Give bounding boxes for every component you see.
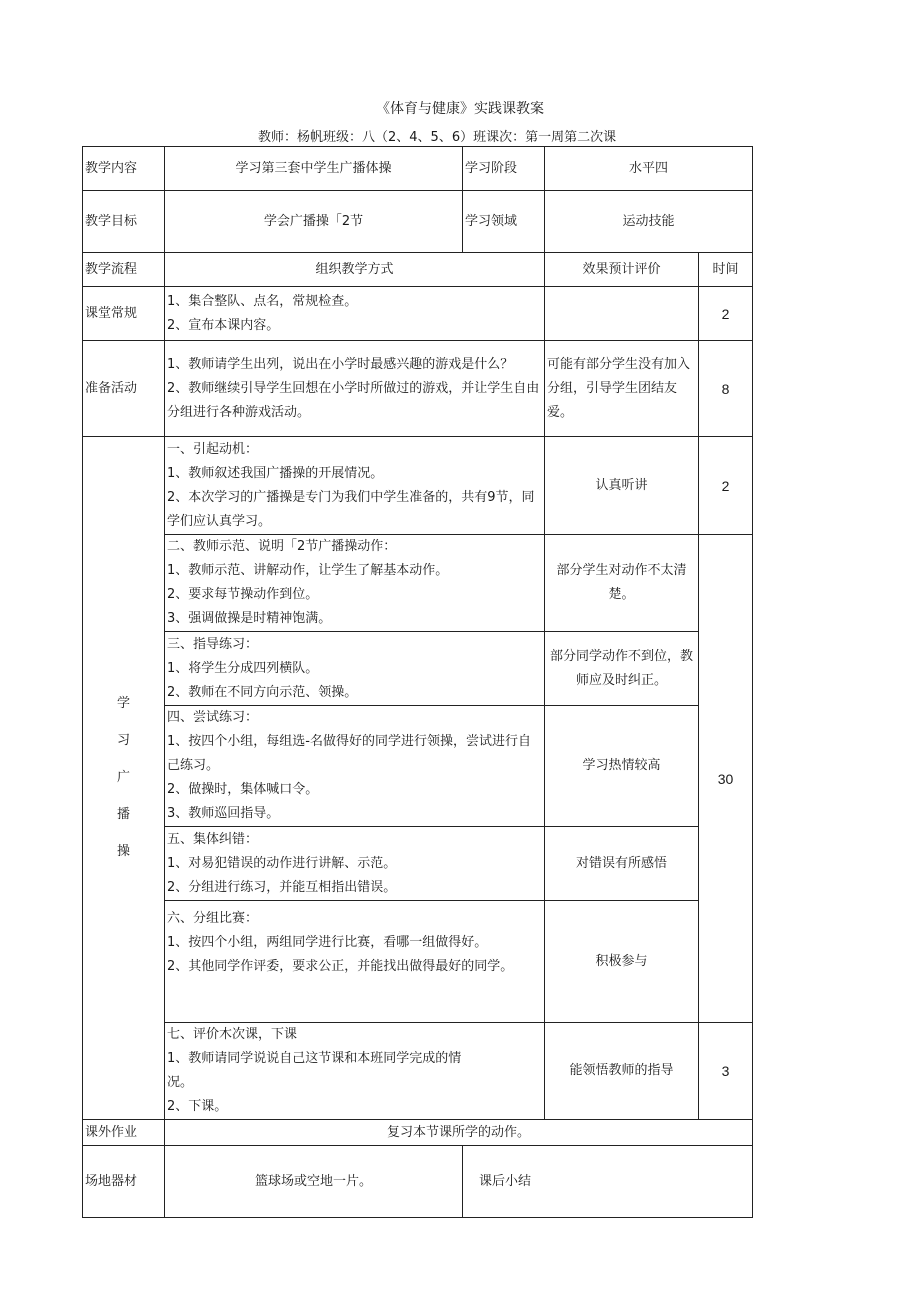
method-line: 2、下课。: [167, 1099, 228, 1114]
learn-label-char: 广: [116, 770, 130, 785]
prep-label: 准备活动: [83, 341, 165, 437]
learn-effect-1: 认真听讲: [545, 437, 699, 535]
method-line: 一、引起动机：: [167, 441, 259, 457]
learn-row-2: [83, 535, 753, 632]
learn-effect-7: 能领悟教师的指导: [545, 1023, 699, 1120]
learn-effect-4: 学习热情较高: [545, 706, 699, 827]
domain-value: 运动技能: [545, 191, 753, 253]
method-line: 2、本次学习的广播操是专门为我们中学生准备的，共有9节，同学们应认真学习。: [167, 489, 535, 529]
homework-row: [83, 1120, 753, 1146]
effect-text: 部分同学动作不到位，教师应及时纠正。: [549, 648, 693, 688]
learn-effect-2: [545, 535, 699, 632]
homework-label: 课外作业: [83, 1120, 165, 1146]
learn-label-char: 习: [116, 733, 130, 748]
lesson-plan-table: [82, 146, 753, 1218]
learn-label-char: 学: [116, 696, 130, 711]
venue-row: [83, 1146, 753, 1218]
learn-method-7: [165, 1023, 545, 1120]
routine-label: 课堂常规: [83, 287, 165, 341]
learn-effect-6: 积极参与: [545, 901, 699, 1023]
effect-text: 部分学生对动作不太清楚。: [556, 563, 687, 602]
page-title: 《体育与健康》实践课教案: [376, 101, 544, 117]
method-line: 六、分组比赛：: [167, 911, 259, 926]
prep-time: 8: [699, 341, 753, 437]
prep-line-2: 2、教师继续引导学生回想在小学时所做过的游戏，并让学生自由分组进行各种游戏活动。: [167, 380, 540, 420]
method-line: 1、教师叙述我国广播操的开展情况。: [167, 465, 384, 481]
col-method: 组织教学方式: [165, 253, 545, 287]
prep-method: [165, 341, 545, 437]
method-line: 1、按四个小组，每组选-名做得好的同学进行领操，尝试进行自己练习。: [167, 734, 531, 773]
stage-label: 学习阶段: [463, 147, 545, 191]
stage-value: 水平四: [545, 147, 753, 191]
learn-method-3: [165, 632, 545, 706]
prep-effect-text: 可能有部分学生没有加入分组，引导学生团结友爱。: [547, 356, 691, 420]
method-line: 1、对易犯错误的动作进行讲解、示范。: [167, 855, 397, 871]
method-line: 1、教师请同学说说自己这节课和本班同学完成的情况。: [167, 1051, 462, 1090]
method-line: 3、强调做操是时精神饱满。: [167, 611, 332, 626]
routine-effect: [545, 287, 699, 341]
method-line: 2、做操时，集体喊口令。: [167, 782, 319, 797]
learn-row-3: [83, 632, 753, 706]
learn-row-5: [83, 827, 753, 901]
col-flow: 教学流程: [83, 253, 165, 287]
goal-value: 学会广播操「2节: [165, 191, 463, 253]
learn-effect-5: 对错误有所感悟: [545, 827, 699, 901]
learn-effect-3: [545, 632, 699, 706]
method-line: 1、将学生分成四列横队。: [167, 660, 319, 676]
method-line: 五、集体纠错：: [167, 831, 259, 847]
teacher-info-line: 教师：杨帆班级：八（2、4、5、6）班课次：第一周第二次课: [258, 130, 617, 145]
prep-effect: [545, 341, 699, 437]
learn-label-char: 操: [116, 844, 130, 859]
learn-row-1: [83, 437, 753, 535]
method-line: 二、教师示范、说明「2节广播操动作：: [167, 539, 397, 554]
col-effect: 效果预计评价: [545, 253, 699, 287]
method-line: 三、指导练习：: [167, 636, 259, 652]
method-line: 1、按四个小组，两组同学进行比赛，看哪一组做得好。: [167, 935, 488, 950]
method-line: 七、评价木次课，下课: [167, 1027, 298, 1042]
method-line: 1、教师示范、讲解动作，让学生了解基本动作。: [167, 563, 449, 578]
learn-time-7: 3: [699, 1023, 753, 1120]
prep-line-1: 1、教师请学生出列，说出在小学时最感兴趣的游戏是什么？: [167, 356, 514, 372]
learn-label: [83, 437, 165, 1120]
homework-value: 复习本节课所学的动作。: [165, 1120, 753, 1146]
summary-label: 课后小结: [463, 1146, 753, 1218]
goal-label: 教学目标: [83, 191, 165, 253]
method-line: 四、尝试练习：: [167, 710, 259, 725]
method-line: 2、分组进行练习，并能互相指出错误。: [167, 879, 397, 895]
routine-line-2: 2、宣布本课内容。: [167, 317, 280, 333]
routine-time: 2: [699, 287, 753, 341]
column-header-row: [83, 253, 753, 287]
learn-method-4: [165, 706, 545, 827]
method-line: 3、教师巡回指导。: [167, 806, 280, 821]
method-line: 2、教师在不同方向示范、领操。: [167, 684, 358, 700]
routine-method: [165, 287, 545, 341]
content-label: 教学内容: [83, 147, 165, 191]
learn-method-5: [165, 827, 545, 901]
domain-label: 学习领域: [463, 191, 545, 253]
practice-time: 30: [699, 535, 753, 1023]
col-time: 时间: [699, 253, 753, 287]
prep-row: [83, 341, 753, 437]
learn-row-7: [83, 1023, 753, 1120]
content-value: 学习第三套中学生广播体操: [165, 147, 463, 191]
routine-row: [83, 287, 753, 341]
learn-method-6: [165, 901, 545, 1023]
learn-label-char: 播: [116, 807, 130, 822]
goal-row: [83, 191, 753, 253]
learn-time-1: 2: [699, 437, 753, 535]
method-line: 2、其他同学作评委，要求公正，并能找出做得最好的同学。: [167, 959, 514, 974]
learn-row-6: [83, 901, 753, 1023]
learn-row-4: [83, 706, 753, 827]
content-row: [83, 147, 753, 191]
venue-label: 场地器材: [83, 1146, 165, 1218]
method-line: 2、要求每节操动作到位。: [167, 587, 319, 602]
routine-line-1: 1、集合整队、点名，常规检查。: [167, 293, 358, 309]
venue-value: 篮球场或空地一片。: [165, 1146, 463, 1218]
learn-method-2: [165, 535, 545, 632]
learn-method-1: [165, 437, 545, 535]
